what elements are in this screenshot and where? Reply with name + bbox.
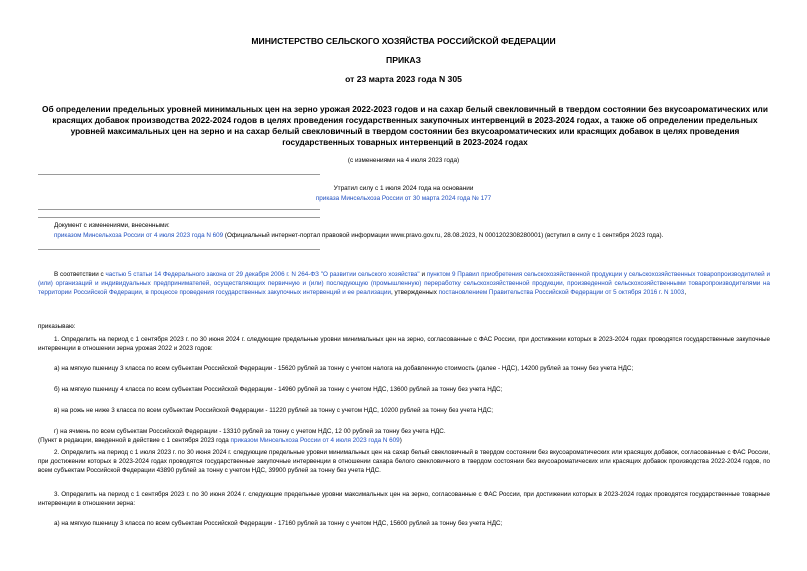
changes-note: (с изменениями на 4 июля 2023 года) [347,157,460,164]
changes-link[interactable]: приказом Минсельхоза России от 4 июля 2023 года N 609 [54,232,224,239]
divider [38,249,320,250]
doc-type-heading: ПРИКАЗ [386,55,421,65]
item-1a: а) на мягкую пшеницу 3 класса по всем субъектам Российской Федерации - 15620 рублей за тонну с учетом налога на добавленную стоимость (далее - НДС), 14200 рублей за тонну без учета НДС; [54,365,634,372]
item-1: 1. Определить на период с 1 сентября 2023 г. по 30 июня 2024 г. следующие предельные уровни минимальных цен на зерно, согласованные с ФАС России, при достижении которых в 2023-2024 годах проводятся государственные закупочные интервенции в отношении зерна урожая 2022 и 2023 годов: [38,336,770,352]
item-1c: в) на рожь не ниже 3 класса по всем субъектам Российской Федерации - 11220 рублей за тонну с учетом НДС, 10200 рублей за тонну без учета НДС; [54,407,494,414]
law-link[interactable]: частью 5 статьи 14 Федерального закона от 29 декабря 2006 г. N 264-ФЗ "О развитии сельского хозяйства" [105,271,420,278]
item-1d-note: (Пункт в редакции, введенной в действие с 1 сентября 2023 года приказом Минсельхоза России от 4 июля 2023 года N 609) [38,437,402,444]
preamble: В соответствии с частью 5 статьи 14 Федерального закона от 29 декабря 2006 г. N 264-ФЗ "О развитии сельского хозяйства" и пунктом 9 Правил приобретения сельскохозяйственной продукции у сельскохозяйственных товаропроизводителей и (или) организаций и индивидуальных предпринимателей, осуществляющих первичную и (или) последующую (промышленную) переработку сельскохозяйственной продукции, произведенной сельскохозяйственными товаропроизводителями на территории Российской Федерации, в процессе проведения государственных закупочных интервенций и ее реализации, утвержденных постановлением Правительства Российской Федерации от 5 октября 2016 г. N 1003, [38,271,770,296]
doc-date-number: от 23 марта 2023 года N 305 [345,74,462,84]
status-link[interactable]: приказа Минсельхоза России от 30 марта 2024 года № 177 [315,195,492,202]
status-line: Утратил силу с 1 июля 2024 года на основании [333,185,474,192]
divider [38,209,320,210]
item-3: 3. Определить на период с 1 сентября 2023 г. по 30 июня 2024 г. следующие предельные уровни максимальных цен на зерно, согласованные с ФАС России, при достижении которых в 2023-2024 годах проводятся государственные товарные интервенции в отношении зерна: [38,491,770,507]
changes-label: Документ с изменениями, внесенными: [54,222,170,229]
rules-link[interactable]: пунктом 9 Правил приобретения сельскохозяйственной продукции у сельскохозяйственных товаропроизводителей и (или) организаций и индивидуальных предпринимателей, осуществляющих первичную и (или) последующую (промышленную) переработку сельскохозяйственной продукции, произведенной сельскохозяйственными товаропроизводителями на территории Российской Федерации, в процессе проведения государственных закупочных интервенций и ее реализации [38,271,770,296]
changes-details: (Официальный интернет-портал правовой информации www.pravo.gov.ru, 28.08.2023, N 0001202308280001) (вступил в силу с 1 сентября 2023 года). [223,232,664,239]
amendment-link[interactable]: приказом Минсельхоза России от 4 июля 2023 года N 609 [230,437,400,444]
orders-word: приказываю: [38,323,76,330]
doc-title: Об определении предельных уровней минимальных цен на зерно урожая 2022-2023 годов и на сахар белый свекловичный в твердом состоянии без вкусоароматических или красящих добавок производства 2022-2024 годов в целях проведения государственных закупочных интервенций в 2023-2024 годах, а также об определении предельных уровней максимальных цен на зерно и на сахар белый свекловичный в твердом состоянии без вкусоароматических или красящих добавок в целях проведения государственных товарных интервенций в 2023-2024 годах [42,104,768,147]
item-3a: а) на мягкую пшеницу 3 класса по всем субъектам Российской Федерации - 17160 рублей за тонну с учетом НДС, 15600 рублей за тонну без учета НДС; [54,520,503,527]
item-1b: б) на мягкую пшеницу 4 класса по всем субъектам Российской Федерации - 14960 рублей за тонну с учетом НДС, 13600 рублей за тонну без учета НДС; [54,386,503,393]
resolution-link[interactable]: постановлением Правительства Российской Федерации от 5 октября 2016 г. N 1003 [438,289,685,296]
changes-line [54,231,770,240]
item-2: 2. Определить на период с 1 июля 2023 г. по 30 июня 2024 г. следующие предельные уровни минимальных цен на сахар белый свекловичный в твердом состоянии без вкусоароматических или красящих добавок, согласованные с ФАС России, при достижении которых в 2023-2024 годах проводятся государственные закупочные интервенции в отношении сахара белого свекловичного в твердом состоянии без вкусоароматических или красящих добавок производства 2022-2024 годов, по всем субъектам Российской Федерации 43890 рублей за тонну с учетом НДС, 39900 рублей за тонну без учета НДС. [38,449,770,474]
ministry-heading: МИНИСТЕРСТВО СЕЛЬСКОГО ХОЗЯЙСТВА РОССИЙСКОЙ ФЕДЕРАЦИИ [251,36,556,46]
item-1d: г) на ячмень по всем субъектам Российской Федерации - 13310 рублей за тонну с учетом НДС, 12 00 рублей за тонну без учета НДС. [54,428,446,435]
divider [38,217,320,218]
divider [38,174,320,175]
